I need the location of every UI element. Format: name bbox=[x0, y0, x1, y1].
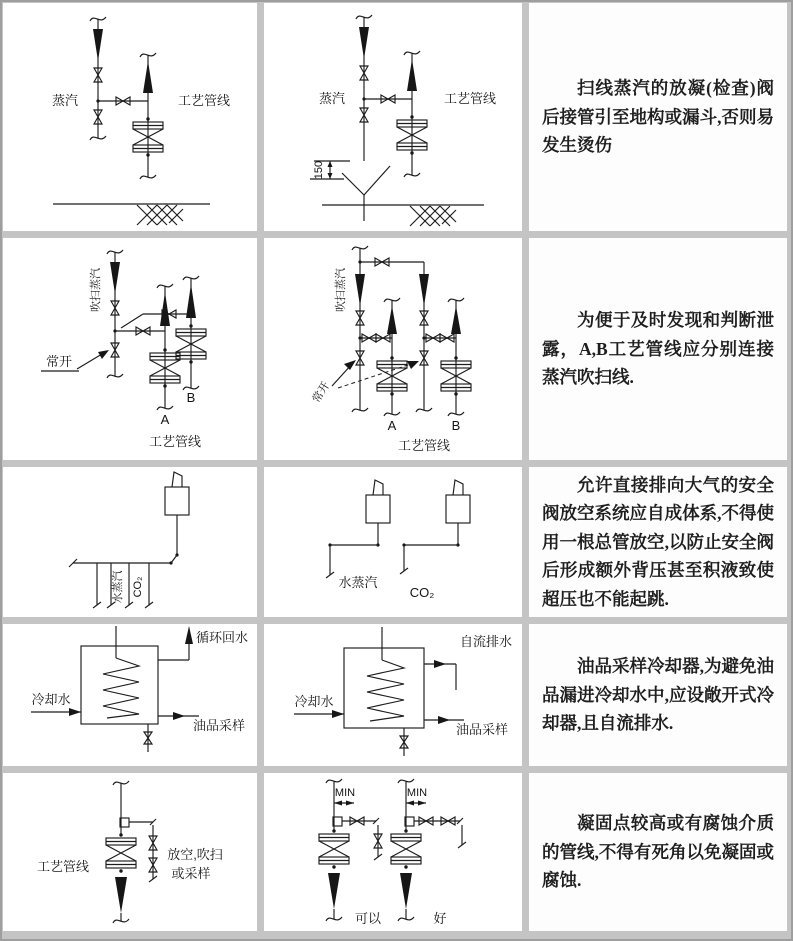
label-process-line: 工艺管线 bbox=[443, 91, 497, 106]
diagram-cell-r1-middle bbox=[264, 3, 522, 231]
diagram-cell-r4-left bbox=[3, 624, 257, 766]
diagram-r2-middle bbox=[264, 238, 522, 460]
note-cell-r3 bbox=[529, 467, 787, 617]
cooling-coil bbox=[367, 660, 404, 721]
label-line-a: A bbox=[387, 418, 397, 433]
diagram-cell-r4-middle bbox=[264, 624, 522, 766]
label-return-water: 循环回水 bbox=[195, 630, 249, 645]
label-normally-open: 常开 bbox=[45, 354, 73, 369]
label-co2: CO₂ bbox=[409, 585, 435, 600]
diagram-r4-left bbox=[3, 624, 257, 766]
label-vent-line1: 放空,吹扫 bbox=[167, 847, 223, 862]
safety-valve bbox=[165, 472, 189, 515]
label-cooling-water: 冷却水 bbox=[31, 692, 71, 707]
diagram-cell-r1-left bbox=[3, 3, 257, 231]
label-ok: 可以 bbox=[354, 911, 382, 926]
cooler-shell bbox=[81, 646, 158, 724]
note-row2: 为便于及时发现和判断泄露，A,B工艺管线应分别连接蒸汽吹扫线. bbox=[542, 310, 774, 388]
diagram-r4-middle bbox=[264, 624, 522, 766]
note-row3: 允许直接排向大气的安全阀放空系统应自成体系,不得使用一根总管放空,以防止安全阀后形成额外背压甚至积液致使超压也不能起跳. bbox=[542, 475, 774, 609]
diagram-r5-left bbox=[3, 773, 257, 931]
label-process-line: 工艺管线 bbox=[397, 438, 451, 453]
diagram-cell-r5-middle bbox=[264, 773, 522, 931]
note-cell-r1 bbox=[529, 3, 787, 231]
label-co2: CO₂ bbox=[132, 576, 144, 598]
funnel bbox=[342, 166, 390, 221]
label-process-line: 工艺管线 bbox=[177, 93, 231, 108]
diagram-r3-left bbox=[3, 467, 257, 617]
label-cooling-water: 冷却水 bbox=[294, 694, 334, 709]
ground-hatch bbox=[410, 206, 456, 226]
note-row4: 油品采样冷却器,为避免油品漏进冷却水中,应设敞开式冷却器,且自流排水. bbox=[542, 656, 774, 734]
label-oil-sample: 油品采样 bbox=[192, 718, 246, 733]
label-process-line: 工艺管线 bbox=[148, 434, 202, 449]
note-row1: 扫线蒸汽的放凝(检查)阀后接管引至地构或漏斗,否则易发生烫伤 bbox=[542, 78, 774, 156]
label-steam: 水蒸汽 bbox=[112, 570, 124, 604]
note-cell-r4 bbox=[529, 624, 787, 766]
diagram-cell-r2-middle bbox=[264, 238, 522, 460]
diagram-r2-left bbox=[3, 238, 257, 460]
safety-valve bbox=[446, 480, 470, 523]
diagram-r3-middle bbox=[264, 467, 522, 617]
label-min: MIN bbox=[406, 787, 428, 799]
label-line-b: B bbox=[186, 390, 196, 405]
label-min: MIN bbox=[334, 787, 356, 799]
diagram-cell-r3-left bbox=[3, 467, 257, 617]
label-dim-150: 150 bbox=[313, 160, 325, 180]
note-cell-r5 bbox=[529, 773, 787, 931]
diagram-r1-left bbox=[3, 3, 257, 231]
cooling-coil bbox=[103, 658, 139, 718]
label-good: 好 bbox=[433, 911, 447, 926]
label-purge-steam: 吹扫蒸汽 bbox=[90, 268, 102, 312]
label-gravity-drain: 自流排水 bbox=[459, 634, 513, 649]
diagram-r5-middle bbox=[264, 773, 522, 931]
diagram-r1-middle bbox=[264, 3, 522, 231]
label-oil-sample: 油品采样 bbox=[455, 722, 509, 737]
diagram-cell-r3-middle bbox=[264, 467, 522, 617]
label-steam: 水蒸汽 bbox=[338, 575, 378, 590]
label-purge-steam: 吹扫蒸汽 bbox=[335, 268, 347, 312]
label-line-a: A bbox=[160, 412, 170, 427]
ground-hatch bbox=[137, 205, 183, 225]
diagram-cell-r2-left bbox=[3, 238, 257, 460]
note-row5: 凝固点较高或有腐蚀介质的管线,不得有死角以免凝固或腐蚀. bbox=[542, 813, 774, 891]
safety-valve bbox=[366, 480, 390, 523]
label-steam: 蒸汽 bbox=[318, 91, 346, 106]
label-steam: 蒸汽 bbox=[51, 93, 79, 108]
label-normally-open: 常开 bbox=[310, 379, 333, 405]
note-cell-r2 bbox=[529, 238, 787, 460]
diagram-cell-r5-left bbox=[3, 773, 257, 931]
label-line-b: B bbox=[451, 418, 461, 433]
label-process-line: 工艺管线 bbox=[36, 859, 90, 874]
label-vent-line2: 或采样 bbox=[171, 866, 211, 881]
